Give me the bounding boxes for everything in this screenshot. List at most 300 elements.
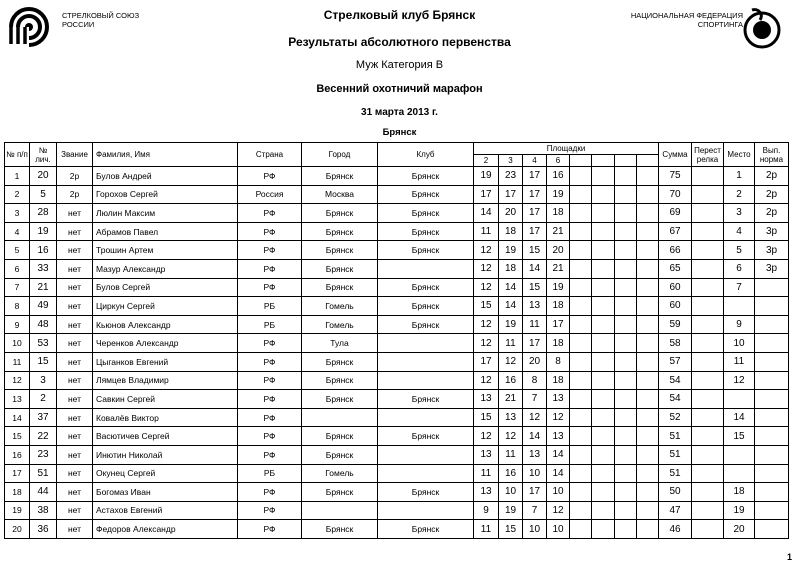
cell-country: РФ (238, 390, 302, 409)
cell-total: 58 (659, 334, 692, 353)
cell-city: Брянск (302, 278, 378, 297)
platform-number: 2 (474, 155, 499, 167)
cell-place: 19 (724, 501, 755, 520)
cell-license: 20 (30, 167, 57, 186)
cell-city: Брянск (302, 222, 378, 241)
cell-rank: 2р (57, 167, 93, 186)
org-left-line-1: СТРЕЛКОВЫЙ СОЮЗ (62, 11, 140, 20)
table-row (5, 241, 789, 260)
cell-city: Брянск (302, 483, 378, 502)
cell-score: 19 (474, 167, 499, 186)
cell-score-empty (637, 408, 659, 427)
cell-score: 18 (547, 334, 570, 353)
cell-score-empty (592, 278, 615, 297)
cell-score-empty (570, 483, 592, 502)
cell-score: 13 (547, 390, 570, 409)
cell-score-empty (570, 297, 592, 316)
header-platforms: Площадки (474, 143, 659, 155)
cell-score-empty (615, 167, 637, 186)
cell-place: 6 (724, 259, 755, 278)
cell-score: 14 (474, 204, 499, 223)
cell-license: 44 (30, 483, 57, 502)
cell-name: Булов Андрей (93, 167, 238, 186)
cell-num: 16 (5, 445, 30, 464)
cell-country: РФ (238, 483, 302, 502)
cell-score-empty (570, 167, 592, 186)
cell-rank: нет (57, 334, 93, 353)
cell-rank: нет (57, 371, 93, 390)
cell-city: Брянск (302, 259, 378, 278)
cell-score-empty (570, 408, 592, 427)
platform-number: 6 (547, 155, 570, 167)
cell-score-empty (615, 408, 637, 427)
cell-license: 36 (30, 520, 57, 539)
cell-shootoff (692, 371, 724, 390)
cell-club (378, 408, 474, 427)
cell-score-empty (592, 297, 615, 316)
cell-rank: нет (57, 222, 93, 241)
cell-shootoff (692, 259, 724, 278)
cell-num: 7 (5, 278, 30, 297)
cell-num: 14 (5, 408, 30, 427)
cell-shootoff (692, 222, 724, 241)
cell-score-empty (637, 185, 659, 204)
cell-name: Ковалёв Виктор (93, 408, 238, 427)
cell-score: 21 (547, 259, 570, 278)
cell-total: 69 (659, 204, 692, 223)
cell-shootoff (692, 352, 724, 371)
cell-score: 14 (523, 259, 547, 278)
cell-score: 11 (499, 334, 523, 353)
cell-city: Брянск (302, 445, 378, 464)
cell-score-empty (637, 371, 659, 390)
cell-license: 3 (30, 371, 57, 390)
page-number: 1 (786, 552, 792, 562)
cell-score: 15 (499, 520, 523, 539)
cell-num: 11 (5, 352, 30, 371)
cell-score: 18 (547, 371, 570, 390)
cell-score-empty (592, 167, 615, 186)
cell-score: 12 (474, 315, 499, 334)
cell-score-empty (570, 315, 592, 334)
cell-club: Брянск (378, 204, 474, 223)
cell-score: 18 (499, 259, 523, 278)
cell-total: 57 (659, 352, 692, 371)
table-row (5, 427, 789, 446)
cell-shootoff (692, 445, 724, 464)
cell-score: 13 (474, 390, 499, 409)
cell-score-empty (570, 352, 592, 371)
cell-norm (755, 483, 789, 502)
cell-score: 17 (523, 167, 547, 186)
header-total: Сумма (659, 143, 692, 167)
cell-score-empty (592, 334, 615, 353)
cell-score: 10 (523, 464, 547, 483)
cell-city: Гомель (302, 315, 378, 334)
cell-total: 65 (659, 259, 692, 278)
cell-score-empty (592, 241, 615, 260)
table-row (5, 408, 789, 427)
table-row (5, 167, 789, 186)
cell-score-empty (615, 445, 637, 464)
cell-score-empty (570, 427, 592, 446)
cell-score-empty (637, 520, 659, 539)
club-title: Стрелковый клуб Брянск (323, 8, 476, 22)
cell-shootoff (692, 464, 724, 483)
cell-place: 9 (724, 315, 755, 334)
cell-score: 11 (474, 222, 499, 241)
cell-license: 21 (30, 278, 57, 297)
cell-score-empty (592, 408, 615, 427)
table-row (5, 445, 789, 464)
cell-score-empty (615, 371, 637, 390)
cell-score-empty (637, 483, 659, 502)
cell-country: РФ (238, 371, 302, 390)
cell-country: РФ (238, 278, 302, 297)
cell-license: 23 (30, 445, 57, 464)
header-place: Место (724, 143, 755, 167)
cell-num: 9 (5, 315, 30, 334)
cell-num: 17 (5, 464, 30, 483)
table-row (5, 352, 789, 371)
cell-num: 2 (5, 185, 30, 204)
cell-shootoff (692, 334, 724, 353)
cell-name: Федоров Александр (93, 520, 238, 539)
category-label: Муж Категория B (355, 59, 444, 71)
cell-norm (755, 315, 789, 334)
cell-city: Брянск (302, 167, 378, 186)
cell-total: 70 (659, 185, 692, 204)
cell-score: 12 (499, 427, 523, 446)
cell-club (378, 334, 474, 353)
cell-score-empty (570, 259, 592, 278)
cell-rank: нет (57, 352, 93, 371)
cell-score: 11 (474, 464, 499, 483)
cell-score: 20 (523, 352, 547, 371)
cell-score-empty (570, 204, 592, 223)
cell-club (378, 464, 474, 483)
platform-number-empty (615, 155, 637, 167)
header-name: Фамилия, Имя (93, 143, 238, 167)
cell-score-empty (637, 259, 659, 278)
cell-total: 75 (659, 167, 692, 186)
cell-score-empty (592, 222, 615, 241)
cell-score: 17 (523, 222, 547, 241)
cell-city: Гомель (302, 464, 378, 483)
cell-name: Мазур Александр (93, 259, 238, 278)
cell-club: Брянск (378, 222, 474, 241)
cell-score-empty (615, 315, 637, 334)
cell-score: 10 (547, 483, 570, 502)
cell-country: РБ (238, 315, 302, 334)
cell-club: Брянск (378, 483, 474, 502)
cell-score-empty (637, 445, 659, 464)
cell-num: 18 (5, 483, 30, 502)
cell-shootoff (692, 483, 724, 502)
cell-score-empty (637, 390, 659, 409)
cell-score: 21 (499, 390, 523, 409)
cell-country: РФ (238, 241, 302, 260)
cell-num: 20 (5, 520, 30, 539)
cell-country: РФ (238, 222, 302, 241)
cell-score-empty (592, 390, 615, 409)
cell-name: Циркун Сергей (93, 297, 238, 316)
cell-club: Брянск (378, 278, 474, 297)
cell-score: 19 (499, 501, 523, 520)
cell-club (378, 501, 474, 520)
cell-score: 19 (499, 241, 523, 260)
cell-name: Окунец Сергей (93, 464, 238, 483)
cell-score-empty (637, 204, 659, 223)
cell-country: РФ (238, 167, 302, 186)
platform-number: 4 (523, 155, 547, 167)
cell-country: РФ (238, 501, 302, 520)
cell-norm: 3р (755, 241, 789, 260)
cell-name: Кьюнов Александр (93, 315, 238, 334)
cell-country: РФ (238, 204, 302, 223)
cell-club: Брянск (378, 520, 474, 539)
cell-score: 7 (523, 390, 547, 409)
platform-number: 3 (499, 155, 523, 167)
cell-country: Россия (238, 185, 302, 204)
cell-license: 5 (30, 185, 57, 204)
cell-score-empty (637, 464, 659, 483)
cell-total: 52 (659, 408, 692, 427)
cell-num: 6 (5, 259, 30, 278)
header-country: Страна (238, 143, 302, 167)
cell-score: 18 (547, 297, 570, 316)
cell-total: 46 (659, 520, 692, 539)
cell-total: 66 (659, 241, 692, 260)
cell-num: 13 (5, 390, 30, 409)
cell-country: РФ (238, 445, 302, 464)
cell-place (724, 390, 755, 409)
header-city: Город (302, 143, 378, 167)
cell-score: 16 (499, 464, 523, 483)
cell-license: 19 (30, 222, 57, 241)
cell-norm (755, 371, 789, 390)
cell-score: 14 (499, 278, 523, 297)
cell-score: 9 (474, 501, 499, 520)
cell-place: 7 (724, 278, 755, 297)
cell-city: Москва (302, 185, 378, 204)
cell-score: 17 (474, 352, 499, 371)
cell-club: Брянск (378, 185, 474, 204)
cell-license: 51 (30, 464, 57, 483)
cell-city: Гомель (302, 297, 378, 316)
cell-num: 1 (5, 167, 30, 186)
cell-place: 11 (724, 352, 755, 371)
cell-place: 18 (724, 483, 755, 502)
cell-score-empty (592, 483, 615, 502)
event-name: Весенний охотничий марафон (316, 83, 483, 95)
cell-score-empty (592, 371, 615, 390)
cell-num: 5 (5, 241, 30, 260)
cell-num: 8 (5, 297, 30, 316)
cell-license: 2 (30, 390, 57, 409)
cell-score: 12 (474, 259, 499, 278)
cell-score: 15 (523, 278, 547, 297)
cell-city: Брянск (302, 390, 378, 409)
header-club: Клуб (378, 143, 474, 167)
cell-total: 54 (659, 371, 692, 390)
cell-score: 8 (523, 371, 547, 390)
cell-name: Трошин Артем (93, 241, 238, 260)
cell-rank: нет (57, 297, 93, 316)
cell-score-empty (592, 501, 615, 520)
cell-score-empty (637, 501, 659, 520)
cell-norm: 2р (755, 185, 789, 204)
cell-score-empty (615, 222, 637, 241)
cell-shootoff (692, 408, 724, 427)
results-title: Результаты абсолютного первенства (288, 35, 511, 49)
cell-rank: нет (57, 520, 93, 539)
cell-score-empty (570, 520, 592, 539)
cell-score: 11 (499, 445, 523, 464)
cell-score: 13 (499, 408, 523, 427)
cell-norm (755, 501, 789, 520)
cell-score-empty (615, 390, 637, 409)
cell-shootoff (692, 297, 724, 316)
table-row (5, 520, 789, 539)
table-row (5, 259, 789, 278)
cell-score: 20 (499, 204, 523, 223)
cell-shootoff (692, 241, 724, 260)
cell-club: Брянск (378, 167, 474, 186)
cell-norm (755, 445, 789, 464)
cell-license: 48 (30, 315, 57, 334)
cell-name: Люлин Максим (93, 204, 238, 223)
cell-score-empty (570, 278, 592, 297)
table-row (5, 390, 789, 409)
cell-total: 47 (659, 501, 692, 520)
cell-rank: нет (57, 408, 93, 427)
cell-score-empty (637, 167, 659, 186)
cell-country: РБ (238, 297, 302, 316)
cell-score: 12 (474, 371, 499, 390)
table-row (5, 278, 789, 297)
cell-rank: нет (57, 278, 93, 297)
cell-name: Астахов Евгений (93, 501, 238, 520)
platform-number-empty (637, 155, 659, 167)
cell-norm (755, 520, 789, 539)
cell-total: 60 (659, 278, 692, 297)
cell-total: 51 (659, 445, 692, 464)
cell-score-empty (615, 520, 637, 539)
cell-license: 15 (30, 352, 57, 371)
table-row (5, 483, 789, 502)
cell-score-empty (615, 464, 637, 483)
cell-club: Брянск (378, 427, 474, 446)
table-row (5, 334, 789, 353)
cell-score: 17 (474, 185, 499, 204)
cell-norm (755, 464, 789, 483)
cell-score-empty (592, 315, 615, 334)
cell-score-empty (615, 483, 637, 502)
cell-score-empty (570, 464, 592, 483)
cell-license: 49 (30, 297, 57, 316)
cell-score: 12 (547, 408, 570, 427)
cell-score: 20 (547, 241, 570, 260)
cell-country: РБ (238, 464, 302, 483)
cell-club: Брянск (378, 241, 474, 260)
org-right-line-1: НАЦИОНАЛЬНАЯ ФЕДЕРАЦИЯ (630, 11, 743, 20)
cell-score: 16 (547, 167, 570, 186)
cell-score-empty (615, 297, 637, 316)
cell-rank: 2р (57, 185, 93, 204)
cell-score: 21 (547, 222, 570, 241)
cell-score: 16 (499, 371, 523, 390)
cell-norm (755, 352, 789, 371)
cell-total: 51 (659, 427, 692, 446)
cell-city (302, 408, 378, 427)
cell-norm (755, 334, 789, 353)
cell-score: 15 (474, 408, 499, 427)
results-table (4, 142, 789, 539)
event-date: 31 марта 2013 г. (361, 107, 438, 118)
cell-name: Горохов Сергей (93, 185, 238, 204)
cell-score-empty (637, 297, 659, 316)
cell-city: Брянск (302, 427, 378, 446)
cell-norm (755, 278, 789, 297)
cell-score: 19 (547, 278, 570, 297)
cell-score-empty (615, 334, 637, 353)
cell-shootoff (692, 390, 724, 409)
cell-score: 12 (474, 241, 499, 260)
cell-name: Савкин Сергей (93, 390, 238, 409)
cell-license: 16 (30, 241, 57, 260)
cell-rank: нет (57, 427, 93, 446)
cell-club: Брянск (378, 297, 474, 316)
cell-score-empty (570, 222, 592, 241)
cell-score-empty (615, 427, 637, 446)
cell-score: 10 (547, 520, 570, 539)
cell-place: 15 (724, 427, 755, 446)
table-row (5, 464, 789, 483)
cell-score: 13 (547, 427, 570, 446)
cell-score-empty (570, 390, 592, 409)
cell-score: 18 (547, 204, 570, 223)
cell-score: 17 (523, 185, 547, 204)
cell-norm: 3р (755, 259, 789, 278)
cell-score-empty (570, 445, 592, 464)
cell-city: Брянск (302, 520, 378, 539)
cell-num: 10 (5, 334, 30, 353)
cell-norm: 3р (755, 222, 789, 241)
cell-club: Брянск (378, 315, 474, 334)
cell-score-empty (592, 185, 615, 204)
header-license: № лич. (30, 143, 57, 167)
cell-score-empty (615, 259, 637, 278)
cell-score-empty (637, 315, 659, 334)
cell-norm (755, 297, 789, 316)
cell-score: 12 (474, 334, 499, 353)
cell-score-empty (637, 241, 659, 260)
cell-rank: нет (57, 445, 93, 464)
cell-shootoff (692, 315, 724, 334)
cell-norm: 2р (755, 204, 789, 223)
cell-city: Тула (302, 334, 378, 353)
cell-place: 12 (724, 371, 755, 390)
cell-num: 19 (5, 501, 30, 520)
cell-score: 12 (547, 501, 570, 520)
cell-num: 3 (5, 204, 30, 223)
cell-place (724, 464, 755, 483)
cell-norm (755, 390, 789, 409)
cell-score: 14 (523, 427, 547, 446)
cell-score: 13 (523, 297, 547, 316)
cell-name: Черенков Александр (93, 334, 238, 353)
